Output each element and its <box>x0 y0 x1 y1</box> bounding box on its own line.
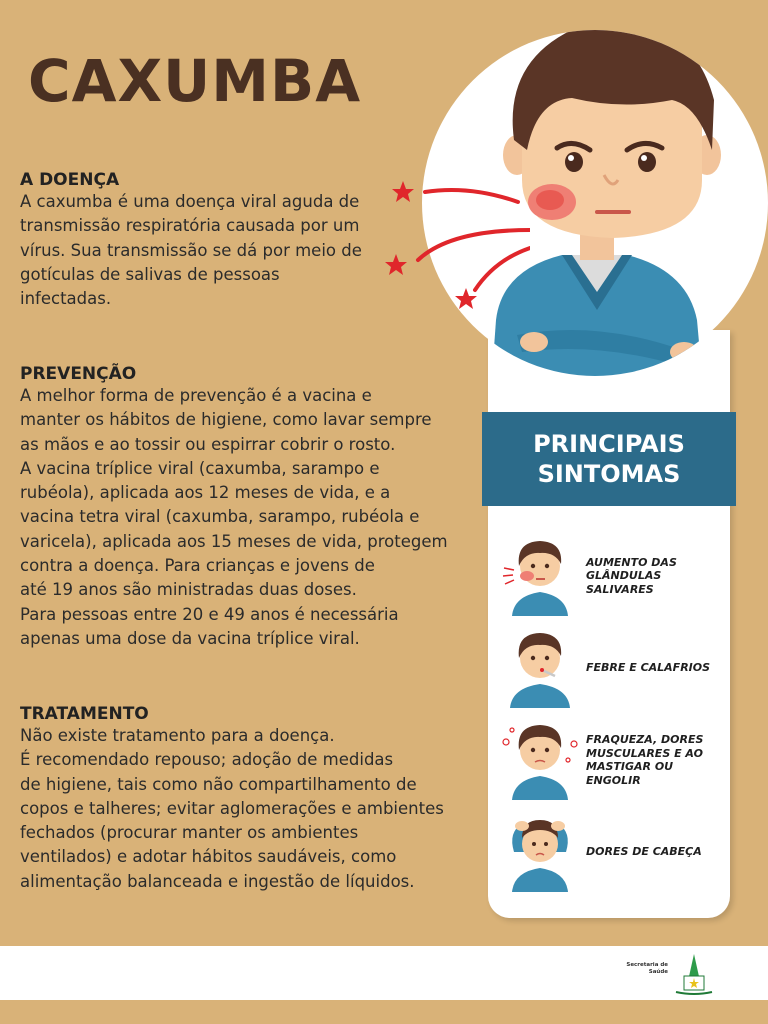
section-heading: TRATAMENTO <box>20 704 149 724</box>
section-heading: PREVENÇÃO <box>20 364 137 384</box>
symptoms-banner <box>482 412 736 506</box>
weakness-icon <box>500 720 580 800</box>
org-line: Secretaria de <box>626 962 668 968</box>
section-prevencao <box>20 364 460 651</box>
headache-icon <box>500 812 580 892</box>
banner-line: SINTOMAS <box>537 460 681 488</box>
fever-thermometer-icon <box>500 628 580 708</box>
symptom-item <box>500 812 730 884</box>
section-tratamento <box>20 704 460 894</box>
section-text: A caxumba é uma doença viral aguda de transmissão respiratória causada por um vírus. Sua transmissão se dá por meio de gotículas de salivas de pessoas infectadas. <box>20 192 362 309</box>
section-text: A melhor forma de prevenção é a vacina e manter os hábitos de higiene, como lavar sempre as mãos e ao tossir ou espirrar cobrir o rosto. A vacina tríplice viral (caxumba, sarampo e rubéola), aplicada aos 12 meses de vida, e a vacina tetra viral (caxumba, sarampo, rubéola e varicela), aplicada aos 15 meses de vida, protegem contra a doença. Para crianças e jovens de até 19 anos são ministradas duas doses. Para pessoas entre 20 e 49 anos é necessária apenas uma dose da vacina tríplice viral. <box>20 386 448 648</box>
government-logo-icon <box>672 952 716 996</box>
section-doenca <box>20 170 390 311</box>
footer-strip <box>0 1000 768 1024</box>
swollen-cheek-icon <box>500 536 580 616</box>
section-text: Não existe tratamento para a doença. É recomendado repouso; adoção de medidas de higiene, tais como não compartilhamento de copos e talheres; evitar aglomerações e ambientes fechados (procurar manter os ambientes ventilados) e adotar hábitos saudáveis, como alimentação balanceada e ingestão de líquidos. <box>20 726 444 891</box>
org-line: Saúde <box>648 969 668 975</box>
page-title: CAXUMBA <box>28 47 362 115</box>
org-name <box>618 962 668 976</box>
symptom-item <box>500 720 730 792</box>
symptom-label: AUMENTO DAS GLÂNDULAS SALIVARES <box>586 555 677 596</box>
section-heading: A DOENÇA <box>20 170 120 190</box>
symptom-item <box>500 536 730 608</box>
symptom-label: DORES DE CABEÇA <box>586 845 702 859</box>
pain-lines-icon <box>380 170 530 320</box>
symptom-label: FEBRE E CALAFRIOS <box>586 661 711 675</box>
symptom-item <box>500 628 730 700</box>
banner-line: PRINCIPAIS <box>533 430 685 458</box>
symptom-label: FRAQUEZA, DORES MUSCULARES E AO MASTIGAR OU ENGOLIR <box>586 733 704 787</box>
